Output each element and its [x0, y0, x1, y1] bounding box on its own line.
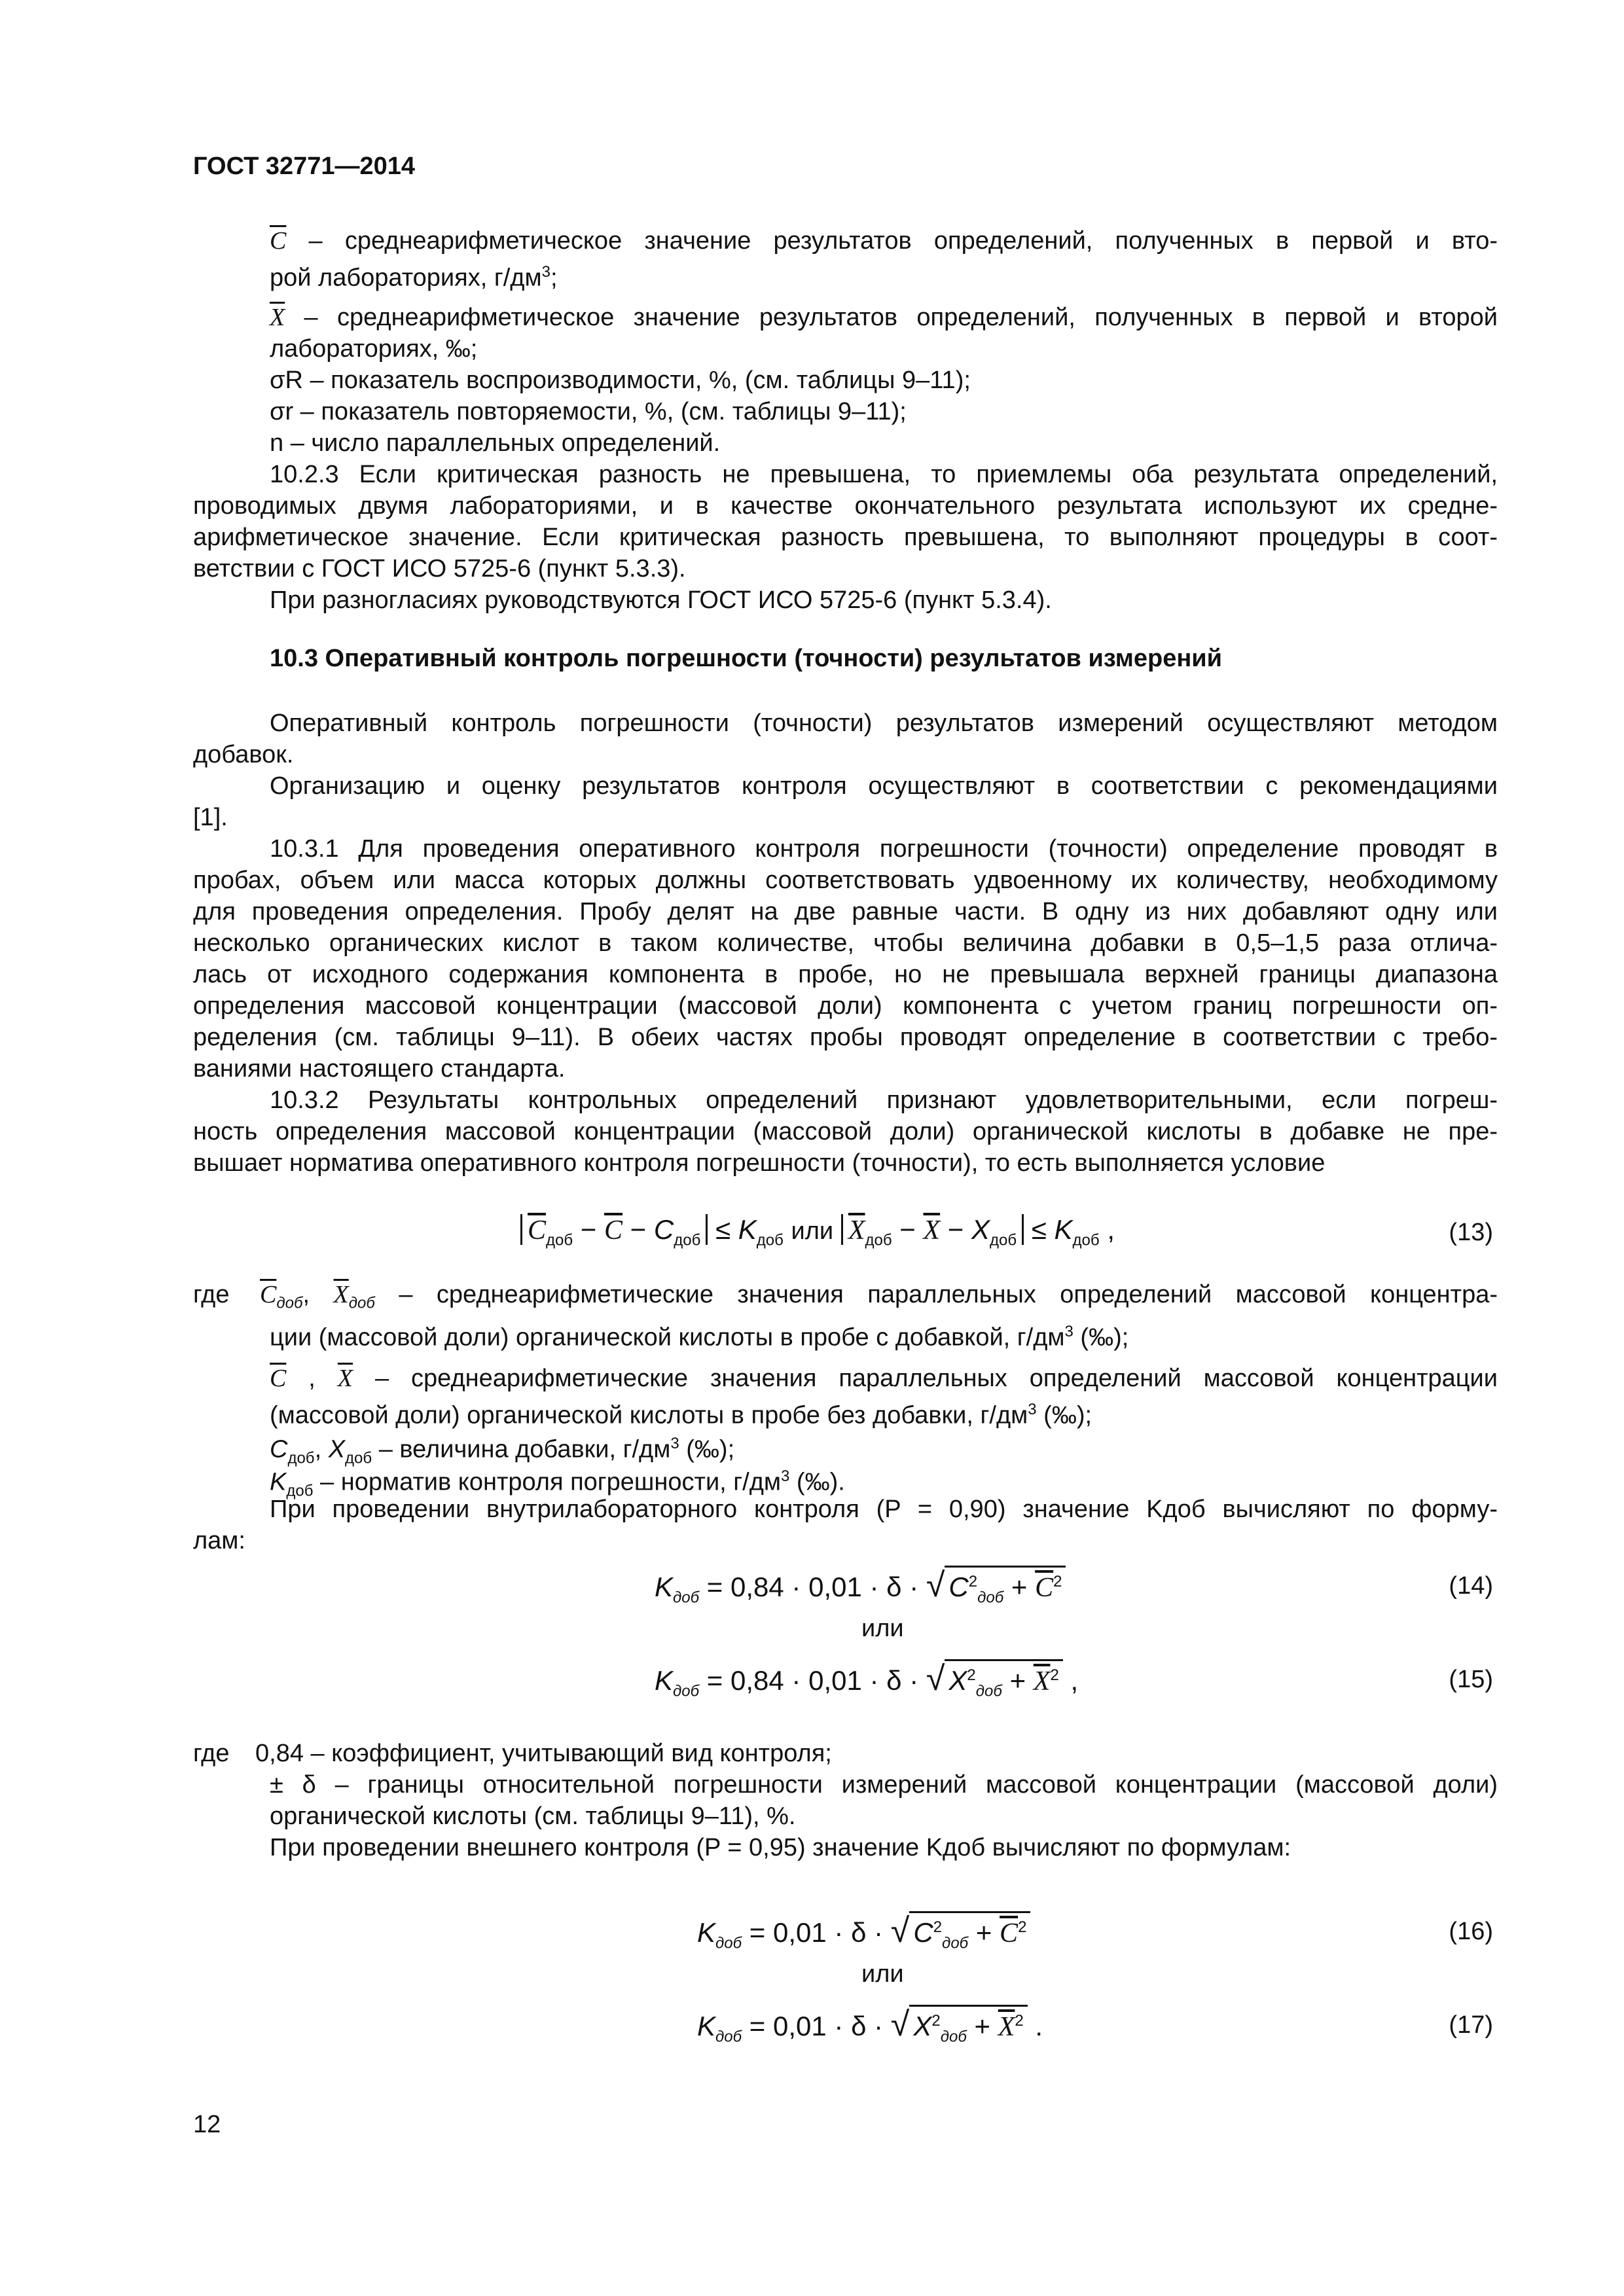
equation-13: $\overline{C}_{доб} - \overline{C} - C_{доб} \le K_{доб}$ или $\overline{X}_{доб} - \overline{X} - X_{доб} \le K_{доб}$ , — [520, 1214, 1115, 1249]
equation-number-13: (13) — [1449, 1219, 1493, 1246]
para-10-3-1-line: ределения (см. таблицы 9–11). В обеих частях пробы проводят определение в соответствии с требо- — [193, 1024, 1498, 1051]
page-number: 12 — [193, 2111, 221, 2138]
para-internal-control-cont: лам: — [193, 1527, 245, 1554]
def-c-mean-cont: рой лабораториях, $г/дм^3$; — [270, 263, 558, 292]
para-10-3-2-line: вышает норматива оперативного контроля погрешности (точности), то есть выполняется условие — [193, 1149, 1326, 1177]
where-label: где — [193, 1740, 230, 1767]
para-10-3-2-line: ность определения массовой концентрации (массовой доли) органической кислоты в добавке не пре- — [193, 1118, 1498, 1145]
para-10-3-1-line: ваниями настоящего стандарта. — [193, 1055, 566, 1083]
def-delta: ± δ – границы относительной погрешности измерений массовой концентрации (массовой доли) — [270, 1771, 1498, 1799]
para-10-3-1-line: определения массовой концентрации (массовой доли) компонента с учетом границ погрешности оп- — [193, 992, 1498, 1020]
def-c-x-base: $\overline{C}$ , $\overline{X}$ – среднеарифметические значения параллельных определений массовой концентрации — [270, 1365, 1498, 1392]
document-header: ГОСТ 32771—2014 — [193, 152, 416, 180]
def-sigma-r-reproducibility: σR – показатель воспроизводимости, %, (см. таблицы 9–11); — [270, 367, 971, 394]
equation-number-14: (14) — [1449, 1572, 1493, 1600]
or-label: или — [861, 1960, 904, 1988]
para-disagreement: При разногласиях руководствуются ГОСТ ИСО 5725-6 (пункт 5.3.4). — [270, 586, 1052, 614]
def-c-x-add-cont: ции (массовой доли) органической кислоты в пробе с добавкой, $г/дм^3$ (‰); — [270, 1323, 1129, 1352]
equation-number-17: (17) — [1449, 2011, 1493, 2039]
equation-15: $K_{доб} = 0,84 \cdot 0,01 \cdot \delta$ · √ $X^2_{доб} + \overline{X}^2$ , — [655, 1659, 1078, 1706]
equation-16: $K_{доб} = 0,01 \cdot \delta$ · √ $C^2_{доб} + \overline{C}^2$ — [697, 1911, 1030, 1958]
def-c-x-add: $\overline{C}_{доб}$, $\overline{X}_{доб}$ – среднеарифметические значения параллельных определений массовой концентра- — [260, 1281, 1498, 1312]
def-x-mean: $\overline{X}$ – среднеарифметическое значение результатов определений, полученных в первой и второй — [270, 304, 1498, 331]
para-10-3-2-line: 10.3.2 Результаты контрольных определений признают удовлетворительными, если погреш- — [270, 1086, 1498, 1114]
para-10-3-1-line: для проведения определения. Пробу делят на две равные части. В одну из них добавляют одну или — [193, 898, 1498, 925]
def-n: n – число параллельных определений. — [270, 429, 721, 457]
def-x-mean-cont: лабораториях, ‰; — [270, 335, 478, 363]
equation-17: $K_{доб} = 0,01 \cdot \delta$ · √ $X^2_{доб} + \overline{X}^2$ . — [697, 2005, 1043, 2051]
para-10-3-1-line: лась от исходного содержания компонента в пробе, но не превышала верхней границы диапазона — [193, 961, 1498, 988]
def-c-x-base-cont: (массовой доли) органической кислоты в пробе без добавки, $г/дм^3$ (‰); — [270, 1401, 1092, 1429]
equation-14: $K_{доб} = 0,84 \cdot 0,01 \cdot \delta$ · √ $C^2_{доб} + \overline{C}^2$ — [655, 1566, 1066, 1612]
para-10-2-3-line: арифметическое значение. Если критическая разность превышена, то выполняют процедуры в соот- — [193, 524, 1498, 551]
equation-number-16: (16) — [1449, 1918, 1493, 1945]
para-external-control: При проведении внешнего контроля (P = 0,95) значение Kдоб вычисляют по формулам: — [270, 1834, 1291, 1861]
para-10-2-3-line: 10.2.3 Если критическая разность не превышена, то приемлемы оба результата определений, — [270, 461, 1498, 488]
equation-number-15: (15) — [1449, 1666, 1493, 1693]
para-internal-control: При проведении внутрилабораторного контроля (P = 0,90) значение Kдоб вычисляют по форму- — [270, 1496, 1498, 1523]
para-10-3-1-line: несколько органических кислот в таком количестве, чтобы величина добавки в 0,5–1,5 раза отлича- — [193, 929, 1498, 957]
where-label: где — [193, 1281, 230, 1308]
def-addition-value: $C_{доб}$, $X_{доб}$ – величина добавки, $г/дм^3$ (‰); — [270, 1435, 735, 1467]
para-operative-line: добавок. — [193, 741, 294, 768]
para-operative-line: Оперативный контроль погрешности (точности) результатов измерений осуществляют методом — [270, 709, 1498, 737]
def-c-mean: $\overline{C}$ – среднеарифметическое значение результатов определений, полученных в первой и вто- — [270, 227, 1498, 255]
def-k-norm: $K_{доб}$ – норматив контроля погрешности, $г/дм^3$ (‰). — [270, 1467, 845, 1500]
para-10-2-3-line: ветствии с ГОСТ ИСО 5725-6 (пункт 5.3.3). — [193, 555, 686, 583]
para-10-3-1-line: 10.3.1 Для проведения оперативного контроля погрешности (точности) определение проводят в — [270, 835, 1498, 863]
def-sigma-r-repeatability: σr – показатель повторяемости, %, (см. таблицы 9–11); — [270, 398, 907, 425]
para-10-3-1-line: пробах, объем или масса которых должны соответствовать удвоенному их количеству, необходимому — [193, 867, 1498, 894]
def-delta-cont: органической кислоты (см. таблицы 9–11), %. — [270, 1803, 796, 1830]
section-title-10-3: 10.3 Оперативный контроль погрешности (точности) результатов измерений — [270, 645, 1223, 672]
para-organization-line: [1]. — [193, 804, 228, 831]
def-coef-084: 0,84 – коэффициент, учитывающий вид контроля; — [255, 1740, 832, 1767]
or-label: или — [861, 1615, 904, 1642]
para-10-2-3-line: проводимых двумя лабораториями, и в качестве окончательного результата используют их средне- — [193, 492, 1498, 520]
para-organization-line: Организацию и оценку результатов контроля осуществляют в соответствии с рекомендациями — [270, 772, 1498, 800]
